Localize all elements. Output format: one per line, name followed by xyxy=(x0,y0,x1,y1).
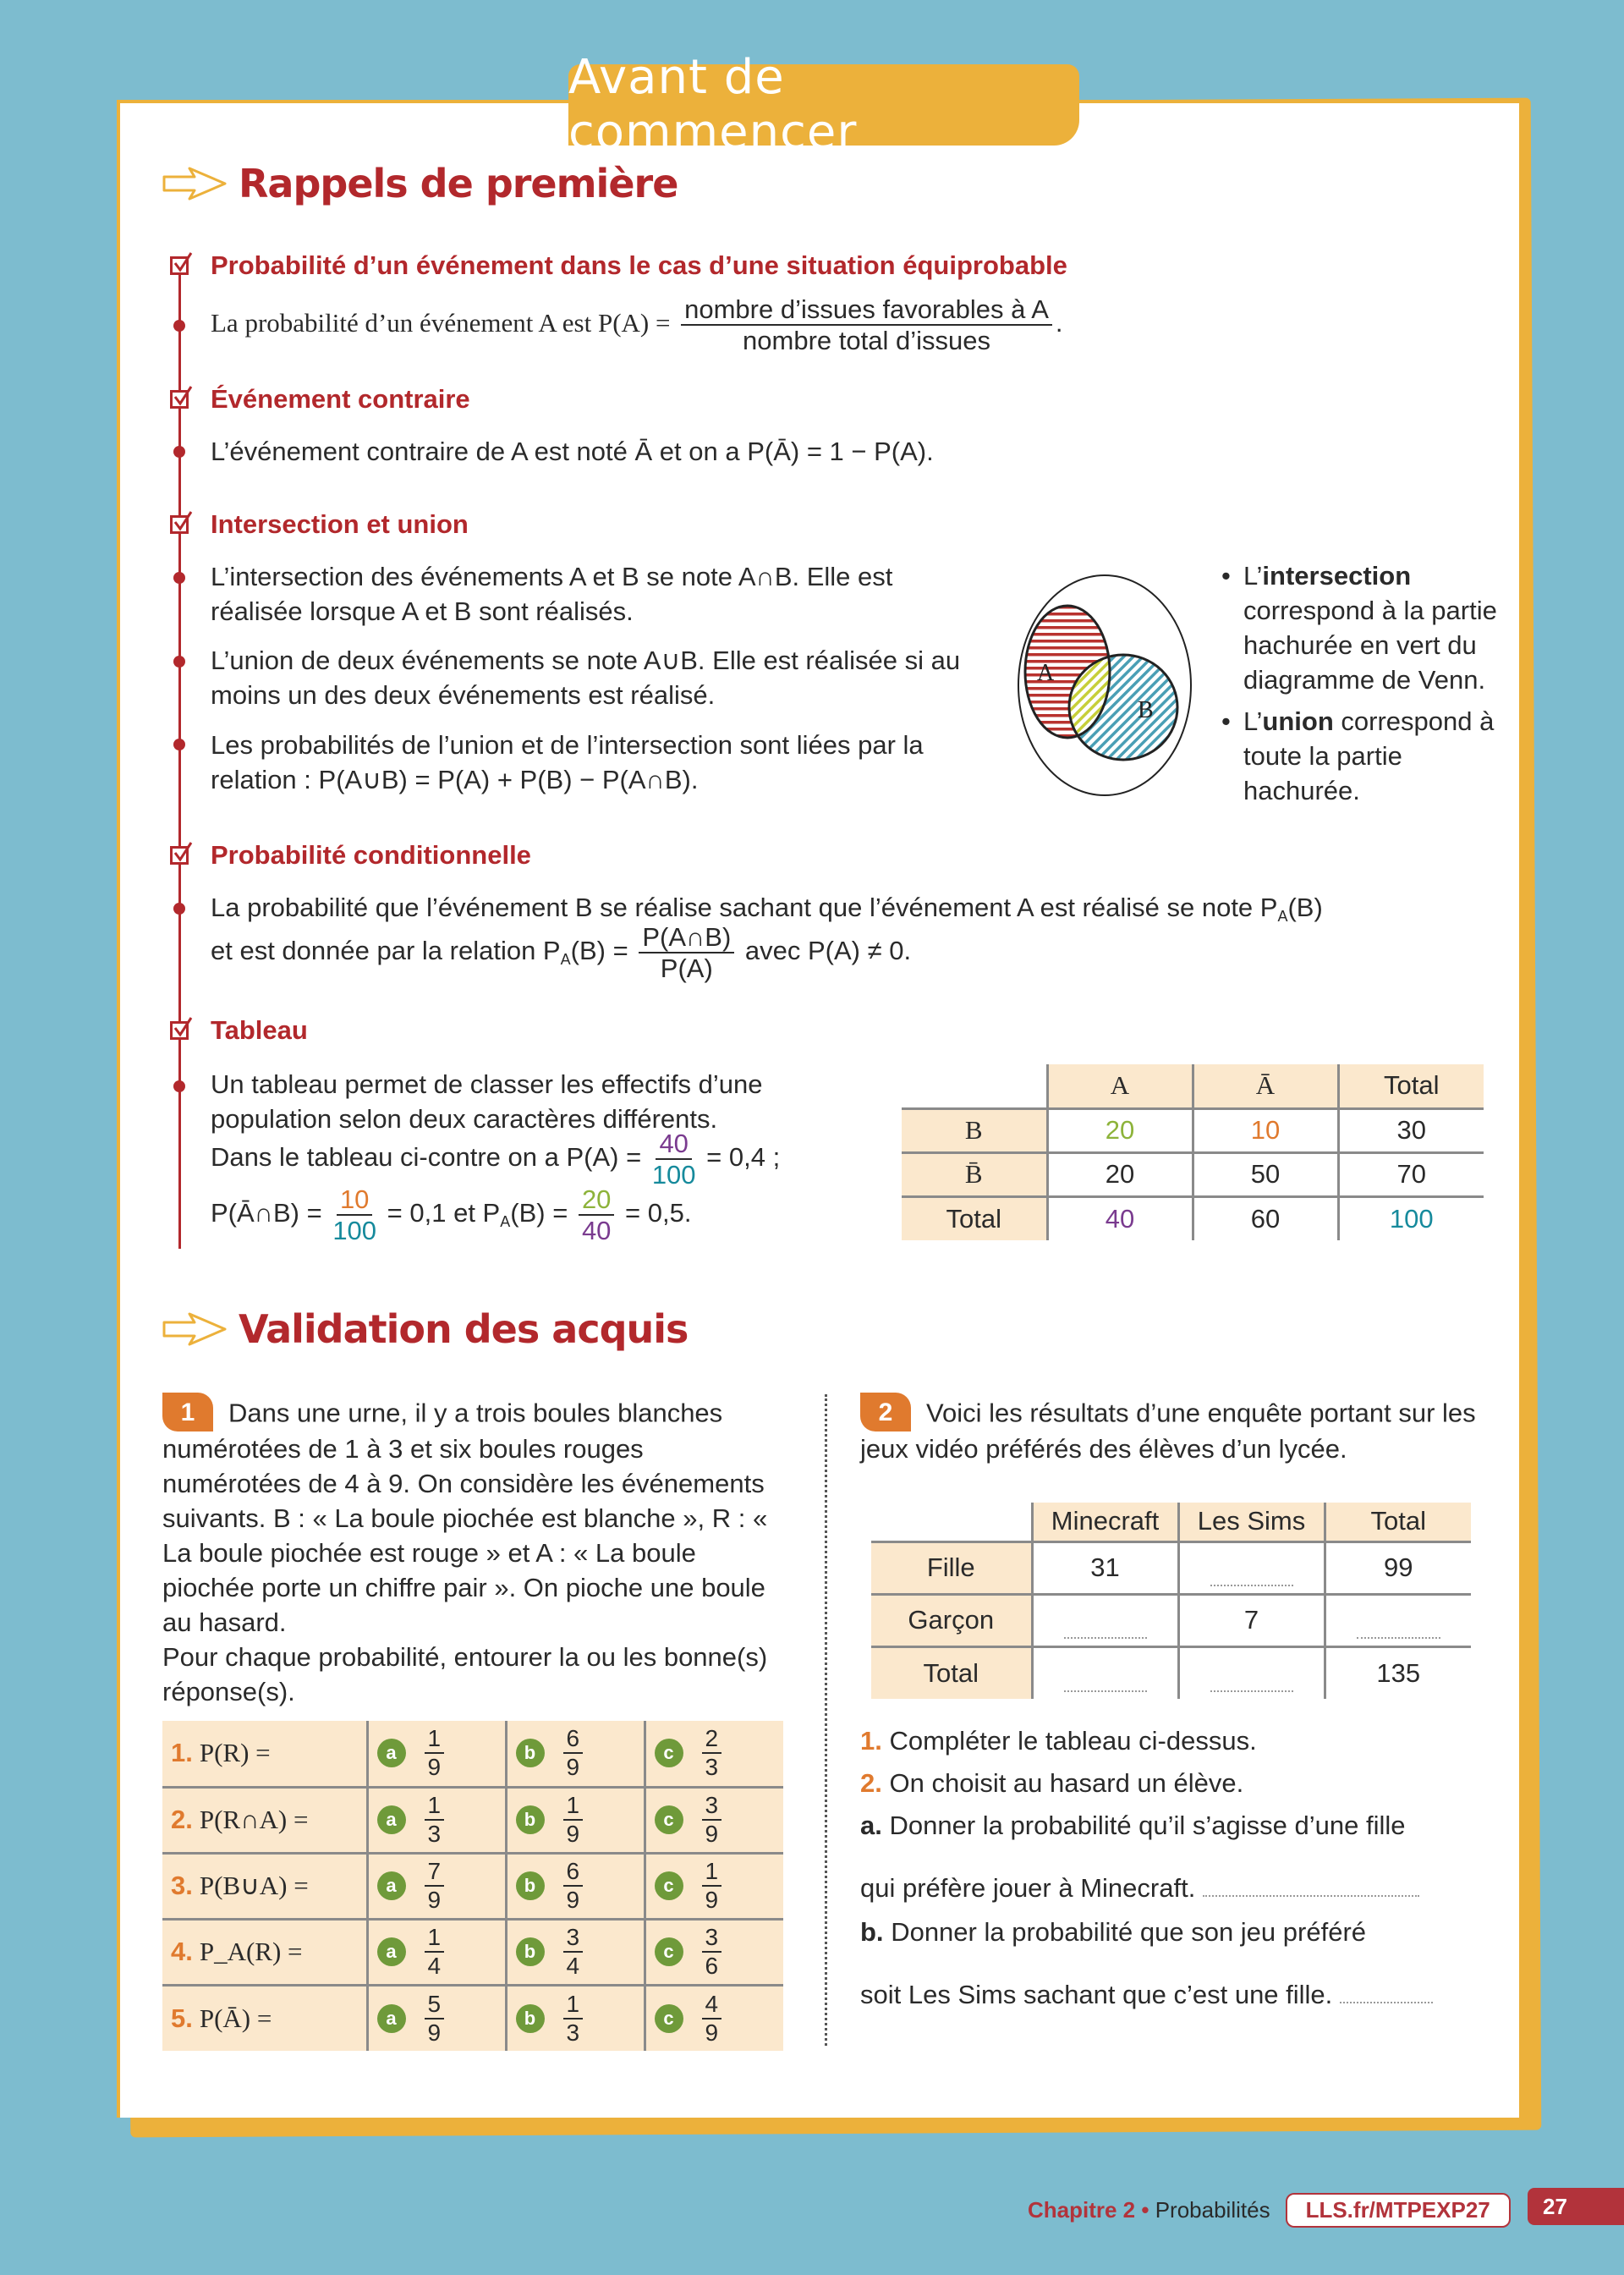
option-a[interactable]: a $\frac{1}{9}$ xyxy=(367,1721,506,1787)
option-a[interactable]: a $\frac{5}{9}$ xyxy=(367,1985,506,2051)
contraire-definition: L’événement contraire de A est noté Ā et on a P(Ā) = 1 − P(A). xyxy=(211,437,934,466)
subsection-title: Intersection et union xyxy=(211,509,469,539)
blank-cell-input[interactable] xyxy=(1178,1541,1325,1594)
bullet-dot xyxy=(173,320,185,332)
page-footer: Chapitre 2 • Probabilités LLS.fr/MTPEXP27 xyxy=(1028,2193,1511,2228)
blank-cell-input[interactable] xyxy=(1325,1594,1471,1646)
checkbox-icon xyxy=(170,515,189,534)
option-c[interactable]: c $\frac{3}{6}$ xyxy=(645,1919,783,1985)
section-title-text: Validation des acquis xyxy=(239,1306,689,1352)
intersection-bullet: L’intersection des événements A et B se note A∩B. Elle est réalisée lorsque A et B sont réalisés. xyxy=(211,562,893,626)
exercise-number-badge: 1 xyxy=(162,1393,213,1431)
option-b[interactable]: b $\frac{6}{9}$ xyxy=(506,1853,645,1919)
subsection-title: Probabilité conditionnelle xyxy=(211,840,531,870)
bullet-dot xyxy=(173,1080,185,1092)
exercise-2-statement: 2 Voici les résultats d’une enquête portant sur les jeux vidéo préférés des élèves d’un lycée. xyxy=(860,1393,1486,1466)
chapter-topic: Probabilités xyxy=(1155,2197,1270,2223)
question-2a: a. Donner la probabilité qu’il s’agisse d’une fille xyxy=(860,1811,1406,1840)
bullet-dot xyxy=(173,656,185,668)
qcm-table xyxy=(162,1721,783,2051)
bullet-dot xyxy=(173,739,185,750)
table-row: Garçon 7 xyxy=(871,1594,1471,1646)
relation-bullet: Les probabilités de l’union et de l’intersection sont liées par la relation : P(A∪B) = P(A) + P(B) − P(A∩B). xyxy=(211,730,924,794)
checkbox-icon xyxy=(170,390,189,409)
qcm-row: 4. P_A(R) = a $\frac{1}{4}$ b $\frac{3}{4}$ c $\frac{3}{6}$ xyxy=(162,1919,783,1985)
option-b[interactable]: b $\frac{1}{9}$ xyxy=(506,1787,645,1853)
qcm-row: 3. P(B∪A) = a $\frac{7}{9}$ b $\frac{6}{9}$ c $\frac{1}{9}$ xyxy=(162,1853,783,1919)
arrow-icon xyxy=(161,1311,228,1348)
bullet-dot xyxy=(173,903,185,915)
bullet-dot xyxy=(173,446,185,458)
arrow-icon xyxy=(161,165,228,202)
venn-diagram xyxy=(1015,572,1194,799)
bullet-dot xyxy=(173,572,185,584)
qcm-row: 2. P(R∩A) = a $\frac{1}{3}$ b $\frac{1}{9}$ c $\frac{3}{9}$ xyxy=(162,1787,783,1853)
table-header: Les Sims xyxy=(1178,1503,1325,1541)
header-tab: Avant de commencer xyxy=(568,64,1079,146)
survey-table xyxy=(871,1503,1471,1699)
checkbox-icon xyxy=(170,846,189,865)
conditional-line-2: et est donnée par la relation $P_A(B)$ = $\frac{P(A\cap B)}{P(A)}$ avec P(A) ≠ 0. xyxy=(211,922,912,983)
tableau-example-pa: Dans le tableau ci-contre on a P(A) = $\frac{40}{100}$ = 0,4 ; xyxy=(211,1129,781,1190)
fraction: $\frac{\text{nombre d’issues favorables à A}}{\text{nombre total d’issues}}$ xyxy=(681,296,1052,354)
conditional-line-1: La probabilité que l’événement B se réalise sachant que l’événement A est réalisé se note $P_A(B)$ xyxy=(211,893,1323,925)
fraction: $\frac{20}{40}$ xyxy=(579,1186,614,1244)
option-a[interactable]: a $\frac{1}{4}$ xyxy=(367,1919,506,1985)
checkbox-icon xyxy=(170,256,189,275)
answer-line[interactable] xyxy=(1203,1895,1419,1897)
table-row: B 20 10 30 xyxy=(902,1108,1484,1152)
option-a[interactable]: a $\frac{1}{3}$ xyxy=(367,1787,506,1853)
venn-label-a: A xyxy=(1037,660,1055,686)
table-header: Minecraft xyxy=(1032,1503,1178,1541)
question-2b: b. Donner la probabilité que son jeu préféré xyxy=(860,1917,1367,1947)
page-number: 27 xyxy=(1528,2188,1624,2225)
tableau-description: Un tableau permet de classer les effectifs d’une population selon deux caractères différents. xyxy=(211,1069,763,1134)
table-row: Total 40 60 100 xyxy=(902,1196,1484,1240)
question-2a-cont: qui préfère jouer à Minecraft. xyxy=(860,1873,1419,1904)
venn-notes xyxy=(1218,558,1506,815)
answer-line[interactable] xyxy=(1340,2002,1433,2003)
question-1: 1. Compléter le tableau ci-dessus. xyxy=(860,1726,1257,1756)
section-title-rappels xyxy=(161,161,678,206)
option-b[interactable]: b $\frac{1}{3}$ xyxy=(506,1985,645,2051)
blank-cell-input[interactable] xyxy=(1178,1646,1325,1699)
option-c[interactable]: c $\frac{1}{9}$ xyxy=(645,1853,783,1919)
equiprobable-definition: La probabilité d’un événement A est P(A) = $\frac{\text{nombre d’issues favorables à A}}{\text{nombre total d’issues}}$ . xyxy=(211,294,1063,355)
venn-note-intersection: • L’intersection correspond à la partie hachurée en vert du diagramme de Venn. xyxy=(1218,558,1506,697)
question-2b-cont: soit Les Sims sachant que c’est une fille. xyxy=(860,1980,1433,2010)
blank-cell-input[interactable] xyxy=(1032,1646,1178,1699)
option-c[interactable]: c $\frac{4}{9}$ xyxy=(645,1985,783,2051)
subsection-title: Probabilité d’un événement dans le cas d’une situation équiprobable xyxy=(211,250,1067,280)
option-c[interactable]: c $\frac{3}{9}$ xyxy=(645,1787,783,1853)
column-divider xyxy=(825,1394,827,2046)
contingency-table xyxy=(902,1064,1484,1240)
table-row: Fille 31 99 xyxy=(871,1541,1471,1594)
qcm-row: 5. P(Ā) = a $\frac{5}{9}$ b $\frac{1}{3}$ c $\frac{4}{9}$ xyxy=(162,1985,783,2051)
blank-cell-input[interactable] xyxy=(1032,1594,1178,1646)
exercise-number-badge: 2 xyxy=(860,1393,911,1431)
chapter-label: Chapitre 2 xyxy=(1028,2197,1136,2223)
lls-link[interactable]: LLS.fr/MTPEXP27 xyxy=(1286,2193,1511,2228)
table-header: Ā xyxy=(1193,1064,1338,1108)
table-row: Total 135 xyxy=(871,1646,1471,1699)
venn-label-b: B xyxy=(1138,697,1154,723)
table-row: B̄ 20 50 70 xyxy=(902,1152,1484,1196)
tableau-example-pab: P(Ā∩B) = $\frac{10}{100}$ = 0,1 et $P_A(B)$ = $\frac{20}{40}$ = 0,5. xyxy=(211,1184,692,1245)
exercise-1-statement: 1 Dans une urne, il y a trois boules blanches numérotées de 1 à 3 et six boules rouges numérotées de 4 à 9. On considère les événements suivants. B : « La boule piochée est blanche », R : « La boule piochée est rouge » et A : « La boule piochée porte un chiffre pair ». On pioche une boule au hasard. Pour chaque probabilité, entourer la ou les bonne(s) réponse(s). xyxy=(162,1393,788,1709)
table-header: A xyxy=(1047,1064,1193,1108)
option-c[interactable]: c $\frac{2}{3}$ xyxy=(645,1721,783,1787)
subsection-title: Tableau xyxy=(211,1015,308,1045)
checkbox-icon xyxy=(170,1021,189,1040)
venn-note-union: • L’union correspond à toute la partie hachurée. xyxy=(1218,704,1506,808)
table-header: Total xyxy=(1338,1064,1484,1108)
union-bullet: L’union de deux événements se note A∪B. Elle est réalisée si au moins un des deux événements est réalisé. xyxy=(211,646,961,710)
fraction: $\frac{40}{100}$ xyxy=(651,1129,696,1190)
option-b[interactable]: b $\frac{3}{4}$ xyxy=(506,1919,645,1985)
option-b[interactable]: b $\frac{6}{9}$ xyxy=(506,1721,645,1787)
section-title-text: Rappels de première xyxy=(239,161,678,206)
table-header: Total xyxy=(1325,1503,1471,1541)
subsection-title: Événement contraire xyxy=(211,384,470,414)
section-title-validation xyxy=(161,1306,688,1352)
timeline-line xyxy=(178,269,181,1249)
fraction: $\frac{P(A\cap B)}{P(A)}$ xyxy=(639,924,734,981)
option-a[interactable]: a $\frac{7}{9}$ xyxy=(367,1853,506,1919)
fraction: $\frac{10}{100}$ xyxy=(332,1184,377,1245)
qcm-row: 1. P(R) = a $\frac{1}{9}$ b $\frac{6}{9}$ c $\frac{2}{3}$ xyxy=(162,1721,783,1787)
question-2: 2. On choisit au hasard un élève. xyxy=(860,1768,1244,1798)
exercise-1-instruction: Pour chaque probabilité, entourer la ou les bonne(s) réponse(s). xyxy=(162,1642,768,1706)
